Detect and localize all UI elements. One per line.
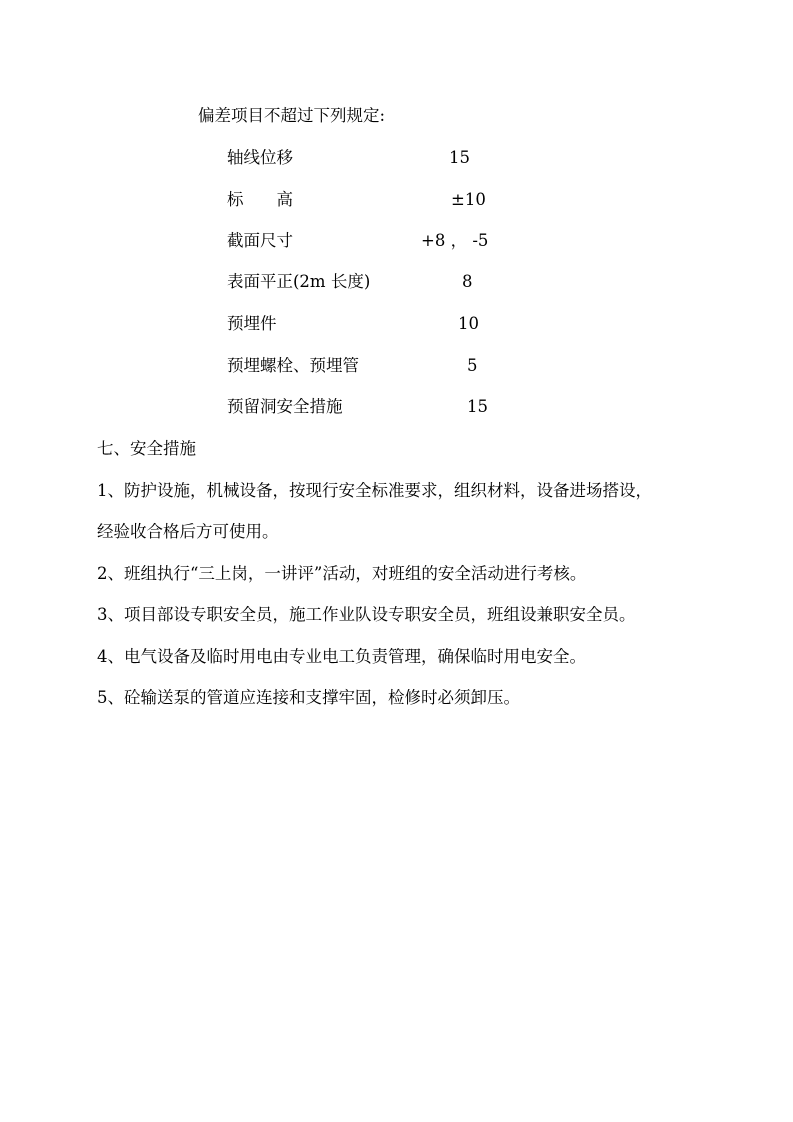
deviation-value-surface-flatness: 8 — [462, 272, 473, 291]
paragraph-3: 3、项目部设专职安全员，施工作业队设专职安全员，班组设兼职安全员。 — [97, 605, 636, 624]
deviation-label-reserved-holes: 预留洞安全措施 — [227, 397, 343, 416]
paragraph-2: 2、班组执行“三上岗，一讲评”活动，对班组的安全活动进行考核。 — [97, 564, 587, 583]
deviation-label-elevation: 标 高 — [227, 190, 293, 209]
deviation-value-embedded-parts: 10 — [458, 314, 479, 333]
deviation-intro: 偏差项目不超过下列规定: — [198, 106, 386, 125]
paragraph-4: 4、电气设备及临时用电由专业电工负责管理，确保临时用电安全。 — [97, 647, 586, 666]
paragraph-1-line-2: 经验收合格后方可使用。 — [97, 522, 279, 541]
deviation-value-section-size: +8 ， -5 — [421, 231, 489, 250]
deviation-value-embedded-bolts-pipes: 5 — [467, 356, 478, 375]
deviation-value-elevation: ±10 — [451, 190, 486, 209]
deviation-label-axis-offset: 轴线位移 — [227, 148, 293, 167]
paragraph-5: 5、砼输送泵的管道应连接和支撑牢固，检修时必须卸压。 — [97, 688, 520, 707]
deviation-value-reserved-holes: 15 — [467, 397, 488, 416]
deviation-label-section-size: 截面尺寸 — [227, 231, 293, 250]
deviation-label-embedded-bolts-pipes: 预埋螺栓、预埋管 — [227, 356, 359, 375]
deviation-label-surface-flatness: 表面平正(2m 长度) — [227, 272, 371, 291]
paragraph-1-line-1: 1、防护设施，机械设备，按现行安全标准要求，组织材料，设备进场搭设， — [97, 481, 652, 500]
deviation-label-embedded-parts: 预埋件 — [227, 314, 277, 333]
deviation-value-axis-offset: 15 — [449, 148, 470, 167]
section-title-safety-measures: 七、安全措施 — [97, 439, 196, 458]
